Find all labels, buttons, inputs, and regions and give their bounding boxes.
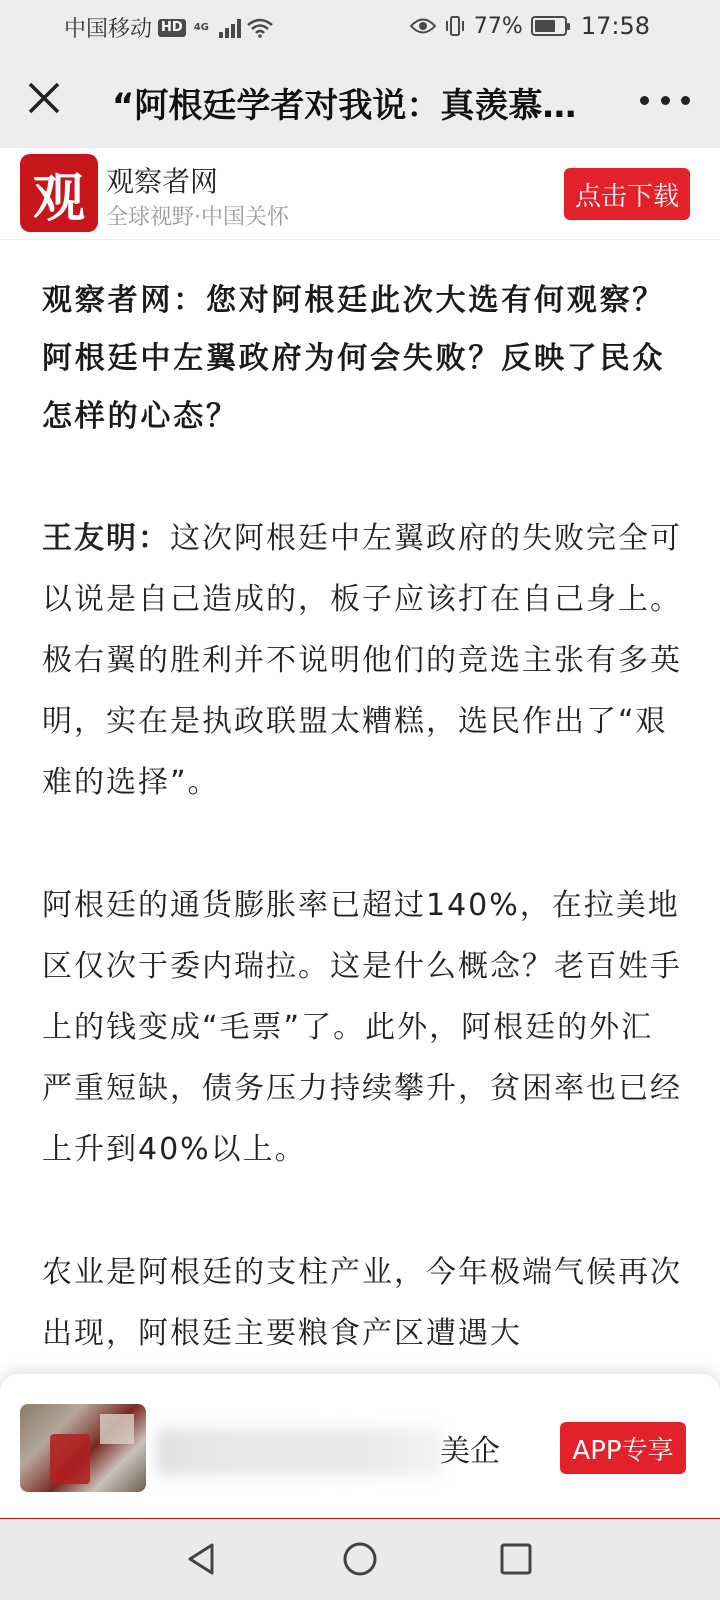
article-paragraph: 农业是阿根廷的支柱产业，今年极端气候再次出现，阿根廷主要粮食产区遭遇大 — [42, 1255, 682, 1351]
article-body — [42, 272, 682, 1364]
battery-percent: 77% — [473, 13, 523, 39]
close-button[interactable] — [22, 76, 66, 120]
article-paragraph: 阿根廷的通货膨胀率已超过140%，在拉美地区仅次于委内瑞拉。这是什么概念？老百姓手上的钱变成“毛票”了。此外，阿根廷的外汇严重短缺，债务压力持续攀升，贫困率也已经上升到40%以上。 — [42, 888, 682, 1167]
more-button[interactable] — [640, 80, 690, 120]
interview-question: 观察者网：您对阿根廷此次大选有何观察？阿根廷中左翼政府为何会失败？反映了民众怎样的心态？ — [42, 283, 666, 434]
status-bar — [0, 0, 720, 52]
title-bar — [0, 52, 720, 148]
close-icon — [22, 76, 66, 120]
battery-level — [535, 20, 556, 32]
app-exclusive-button[interactable]: APP专享 — [560, 1422, 686, 1474]
promo-bar[interactable] — [0, 1374, 720, 1518]
home-button[interactable] — [338, 1537, 382, 1581]
promo-headline[interactable]: 美企 — [440, 1434, 500, 1469]
system-nav-bar — [0, 1518, 720, 1600]
clock: 17:58 — [580, 12, 650, 40]
app-name: 观察者网 — [106, 165, 219, 198]
signal-icon — [219, 18, 241, 38]
carrier-label: 中国移动 — [64, 17, 153, 42]
recents-square-icon — [494, 1537, 538, 1581]
app-logo: 观 — [20, 154, 98, 232]
recents-button[interactable] — [494, 1537, 538, 1581]
back-button[interactable] — [180, 1537, 224, 1581]
promo-headline-blurred — [156, 1428, 442, 1476]
eye-icon — [410, 17, 436, 35]
status-right — [410, 12, 650, 40]
paragraph-text: 这次阿根廷中左翼政府的失败完全可以说是自己造成的，板子应该打在自己身上。极右翼的胜利并不说明他们的竞选主张有多英明，实在是执政联盟太糟糕，选民作出了“艰难的选择”。 — [42, 521, 682, 800]
app-slogan: 全球视野·中国关怀 — [106, 205, 289, 230]
network-type: 4G — [193, 21, 209, 33]
more-dots-icon — [640, 96, 649, 105]
speaker-name: 王友明： — [42, 521, 170, 556]
vibrate-icon — [444, 15, 466, 37]
back-triangle-icon — [180, 1537, 224, 1581]
download-button[interactable]: 点击下载 — [564, 168, 690, 220]
battery-icon — [531, 16, 567, 36]
page-title: “阿根廷学者对我说：真羡慕… — [112, 86, 577, 126]
answer-paragraph — [42, 508, 682, 813]
wifi-icon — [247, 18, 273, 38]
app-banner[interactable] — [0, 148, 720, 240]
home-circle-icon — [338, 1537, 382, 1581]
promo-thumbnail[interactable] — [20, 1404, 146, 1492]
status-left — [64, 12, 273, 43]
hd-badge: HD — [158, 19, 186, 37]
